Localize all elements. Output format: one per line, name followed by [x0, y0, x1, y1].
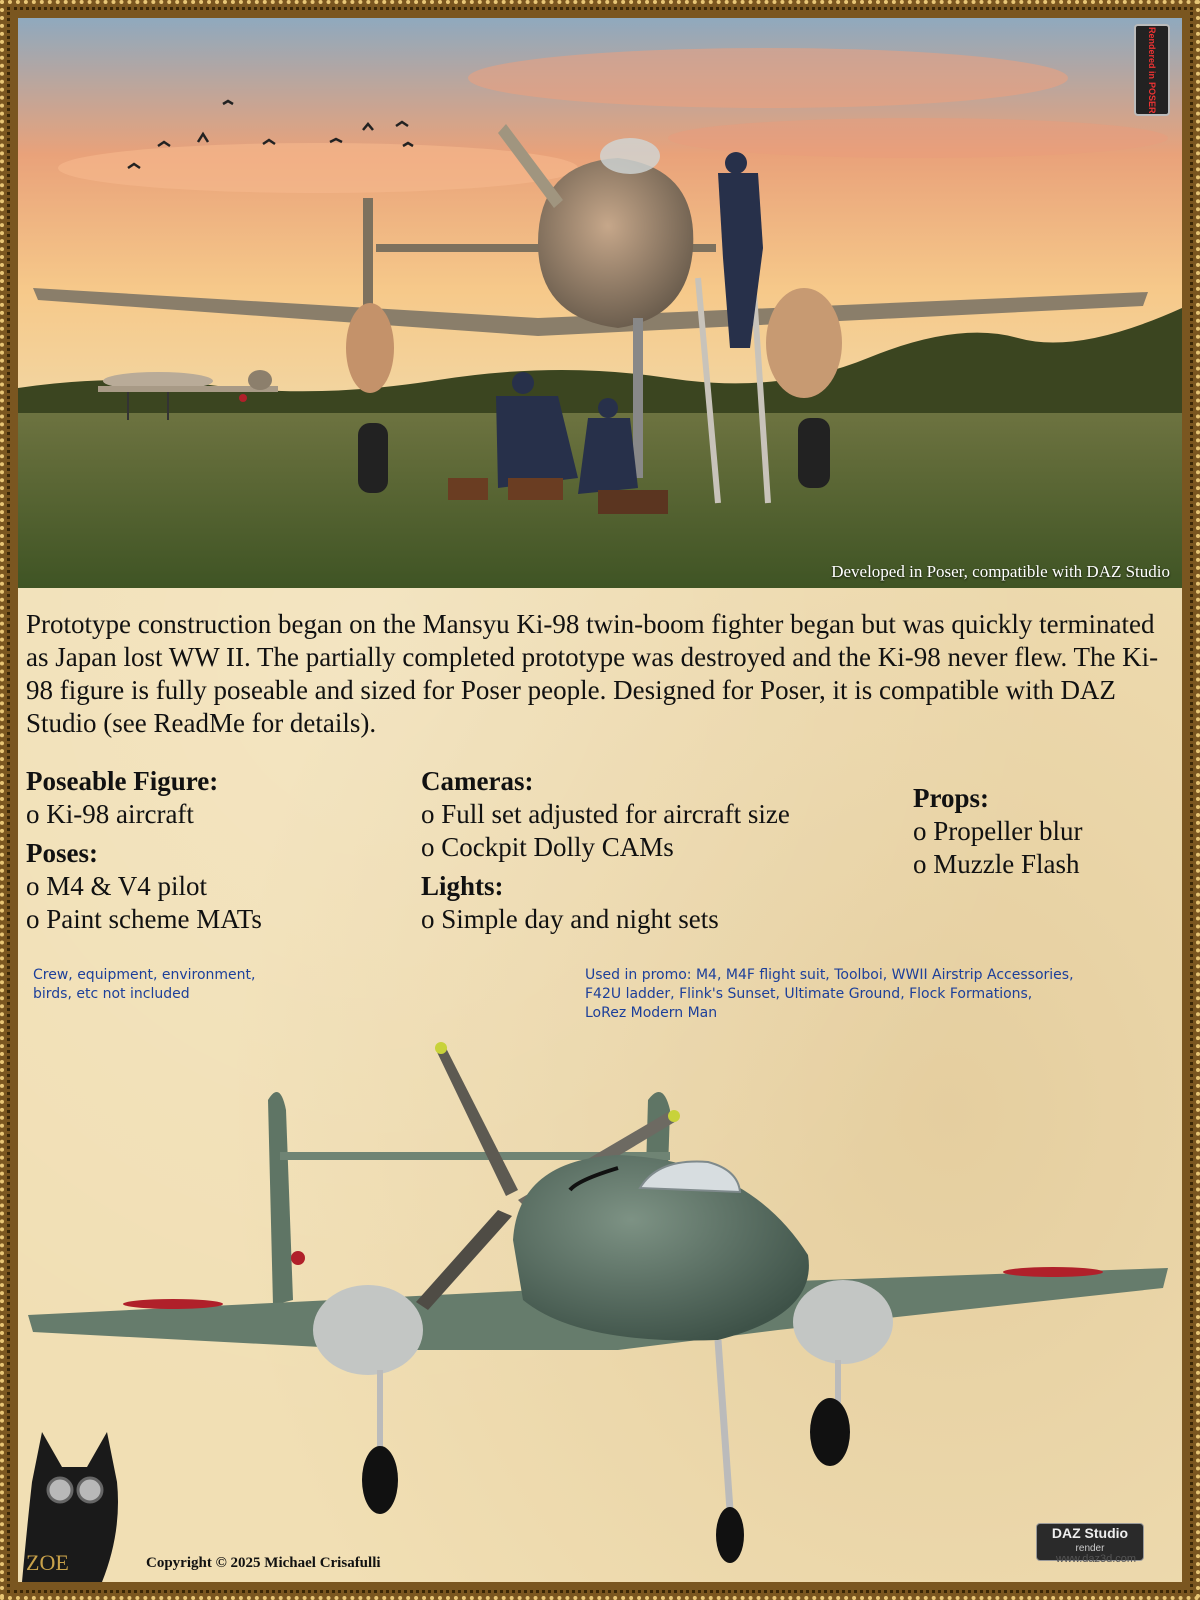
cameras-heading: Cameras: — [421, 766, 534, 796]
not-included-note — [33, 966, 353, 1004]
cameras-item: o Cockpit Dolly CAMs — [421, 832, 674, 862]
daz-badge-sub: render — [1075, 1543, 1105, 1554]
aircraft-front-render — [18, 1040, 1182, 1580]
lights-item: o Simple day and night sets — [421, 904, 719, 934]
features-column-right — [913, 782, 1173, 881]
promo-credits-note — [585, 966, 1185, 1023]
hero-scene — [18, 18, 1182, 588]
cameras-item: o Full set adjusted for aircraft size — [421, 799, 790, 829]
note-line: F42U ladder, Flink's Sunset, Ultimate Ground, Flock Formations, — [585, 986, 1033, 1002]
ki98-aircraft-front-view — [18, 1040, 1182, 1580]
hero-render-image — [18, 18, 1182, 588]
product-description: Prototype construction began on the Mansyu Ki-98 twin-boom fighter began but was quickly terminated as Japan lost WW II. The partially completed prototype was destroyed and the Ki-98 never flew. The Ki-98 figure is fully poseable and sized for Poser people. Designed for Poser, it is compatible with DAZ Studio (see ReadMe for details). — [26, 609, 1159, 738]
daz-url: www.daz3d.com — [1056, 1553, 1137, 1565]
copyright: Copyright © 2025 Michael Crisafulli — [146, 1555, 381, 1571]
poser-badge: Rendered in POSER — [1134, 24, 1170, 116]
note-line: birds, etc not included — [33, 986, 190, 1002]
features-column-middle — [421, 765, 881, 936]
props-item: o Muzzle Flash — [913, 849, 1080, 879]
poses-item: o M4 & V4 pilot — [26, 871, 208, 901]
figure-item: o Ki-98 aircraft — [26, 799, 194, 829]
lights-heading: Lights: — [421, 871, 504, 901]
poses-heading: Poses: — [26, 838, 98, 868]
note-line: Crew, equipment, environment, — [33, 967, 256, 983]
poses-item: o Paint scheme MATs — [26, 904, 262, 934]
note-line: Used in promo: M4, M4F flight suit, Toolboi, WWII Airstrip Accessories, — [585, 967, 1074, 983]
features-column-left — [26, 765, 406, 936]
hero-caption: Developed in Poser, compatible with DAZ Studio — [831, 562, 1170, 581]
daz-badge-title: DAZ Studio — [1051, 1525, 1129, 1541]
zoe-cat-logo — [22, 1432, 122, 1582]
props-heading: Props: — [913, 783, 990, 813]
note-line: LoRez Modern Man — [585, 1005, 718, 1021]
props-item: o Propeller blur — [913, 816, 1083, 846]
figure-heading: Poseable Figure: — [26, 766, 219, 796]
zoe-logo-text: ZOE — [26, 1550, 69, 1575]
